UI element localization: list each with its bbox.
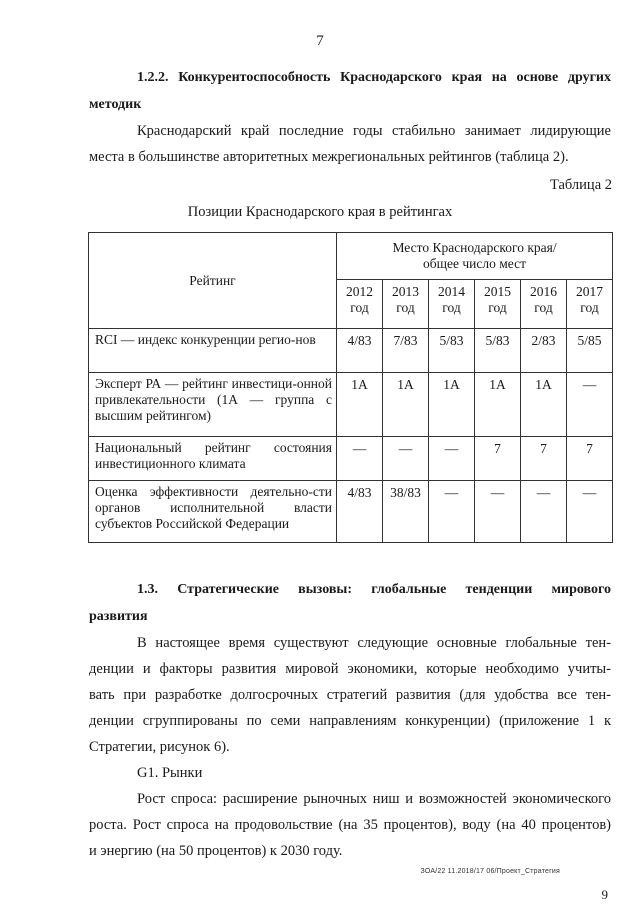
rating-value: 5/83	[475, 329, 521, 373]
rating-value: —	[337, 437, 383, 481]
subsection-g1: G1. Рынки	[137, 765, 203, 781]
rating-value: —	[567, 373, 613, 437]
rating-value: 1А	[429, 373, 475, 437]
rating-value: 5/83	[429, 329, 475, 373]
rating-value: 7	[475, 437, 521, 481]
rating-value: 1А	[383, 373, 429, 437]
year-value: 2015	[484, 284, 511, 299]
paragraph-line: Краснодарский край последние годы стабильно занимает лидирующие	[137, 123, 611, 139]
section-heading-1-3-line1: 1.3. Стратегические вызовы: глобальные тенденции мирового	[137, 582, 611, 597]
paragraph-line: Стратегии, рисунок 6).	[89, 739, 230, 755]
rating-value: 4/83	[337, 329, 383, 373]
rating-value: —	[567, 481, 613, 543]
year-header	[567, 280, 613, 329]
header-place	[337, 233, 613, 280]
table-caption: Позиции Краснодарского края в рейтингах	[187, 204, 453, 220]
footer-stamp: ЗОА/22 11.2018/17 06/Проект_Стратегия	[420, 868, 560, 875]
rating-value: 7	[567, 437, 613, 481]
header-rating: Рейтинг	[89, 233, 337, 329]
header-place-line2: общее число мест	[423, 256, 527, 271]
rating-value: 4/83	[337, 481, 383, 543]
year-unit: год	[488, 300, 507, 315]
rating-value: —	[475, 481, 521, 543]
year-value: 2016	[530, 284, 557, 299]
header-place-line1: Место Краснодарского края/	[392, 240, 557, 255]
table-row	[89, 481, 613, 543]
rating-name: Оценка эффективности деятельно-сти органов исполнительной власти субъектов Российской Федерации	[89, 481, 337, 543]
year-value: 2017	[576, 284, 604, 299]
paragraph-line: и энергию (на 50 процентов) к 2030 году.	[89, 843, 343, 859]
table-header-row	[89, 233, 613, 280]
year-value: 2012	[346, 284, 373, 299]
year-unit: год	[396, 300, 415, 315]
paragraph-line: места в большинстве авторитетных межрегиональных рейтингов (таблица 2).	[89, 149, 569, 165]
rating-name: RCI — индекс конкуренции регио-нов	[89, 329, 337, 373]
year-unit: год	[534, 300, 553, 315]
year-value: 2013	[392, 284, 419, 299]
year-header	[475, 280, 521, 329]
year-unit: год	[442, 300, 461, 315]
rating-value: —	[429, 481, 475, 543]
table-row	[89, 373, 613, 437]
year-header	[429, 280, 475, 329]
paragraph-line: В настоящее время существуют следующие основные глобальные тен-	[137, 635, 611, 651]
rating-value: —	[521, 481, 567, 543]
table-row	[89, 329, 613, 373]
paragraph-line: вать при разработке долгосрочных стратегий развития (для удобства все тен-	[89, 687, 611, 703]
rating-value: 2/83	[521, 329, 567, 373]
year-value: 2014	[438, 284, 465, 299]
rating-value: 5/85	[567, 329, 613, 373]
paragraph-line: Рост спроса: расширение рыночных ниш и возможностей экономического	[137, 791, 611, 807]
rating-value: 7/83	[383, 329, 429, 373]
paragraph-line: денции сгруппированы по семи направлениям конкуренции) (приложение 1 к	[89, 713, 611, 729]
section-heading-1-3-line2: развития	[89, 609, 148, 624]
rating-name: Национальный рейтинг состояния инвестиционного климата	[89, 437, 337, 481]
paragraph-line: роста. Рост спроса на продовольствие (на 35 процентов), воду (на 40 процентов)	[89, 817, 611, 833]
rating-value: 1А	[337, 373, 383, 437]
corner-mark: 9	[601, 887, 608, 902]
year-header	[383, 280, 429, 329]
rating-value: 38/83	[383, 481, 429, 543]
rating-value: 7	[521, 437, 567, 481]
ratings-table	[88, 232, 613, 543]
table-row	[89, 437, 613, 481]
rating-value: 1А	[521, 373, 567, 437]
page-number: 7	[316, 33, 324, 49]
year-unit: год	[580, 300, 599, 315]
year-header	[337, 280, 383, 329]
rating-value: 1А	[475, 373, 521, 437]
table-label: Таблица 2	[549, 177, 612, 193]
section-heading-1-2-2-line1: 1.2.2. Конкурентоспособность Краснодарского края на основе других	[137, 70, 611, 85]
year-header	[521, 280, 567, 329]
rating-value: —	[429, 437, 475, 481]
year-unit: год	[350, 300, 369, 315]
section-heading-1-2-2-line2: методик	[89, 97, 142, 112]
rating-name: Эксперт РА — рейтинг инвестици-онной привлекательности (1А — группа с высшим рейтингом)	[89, 373, 337, 437]
paragraph-line: денции и факторы развития мировой экономики, которые необходимо учиты-	[89, 661, 611, 677]
rating-value: —	[383, 437, 429, 481]
